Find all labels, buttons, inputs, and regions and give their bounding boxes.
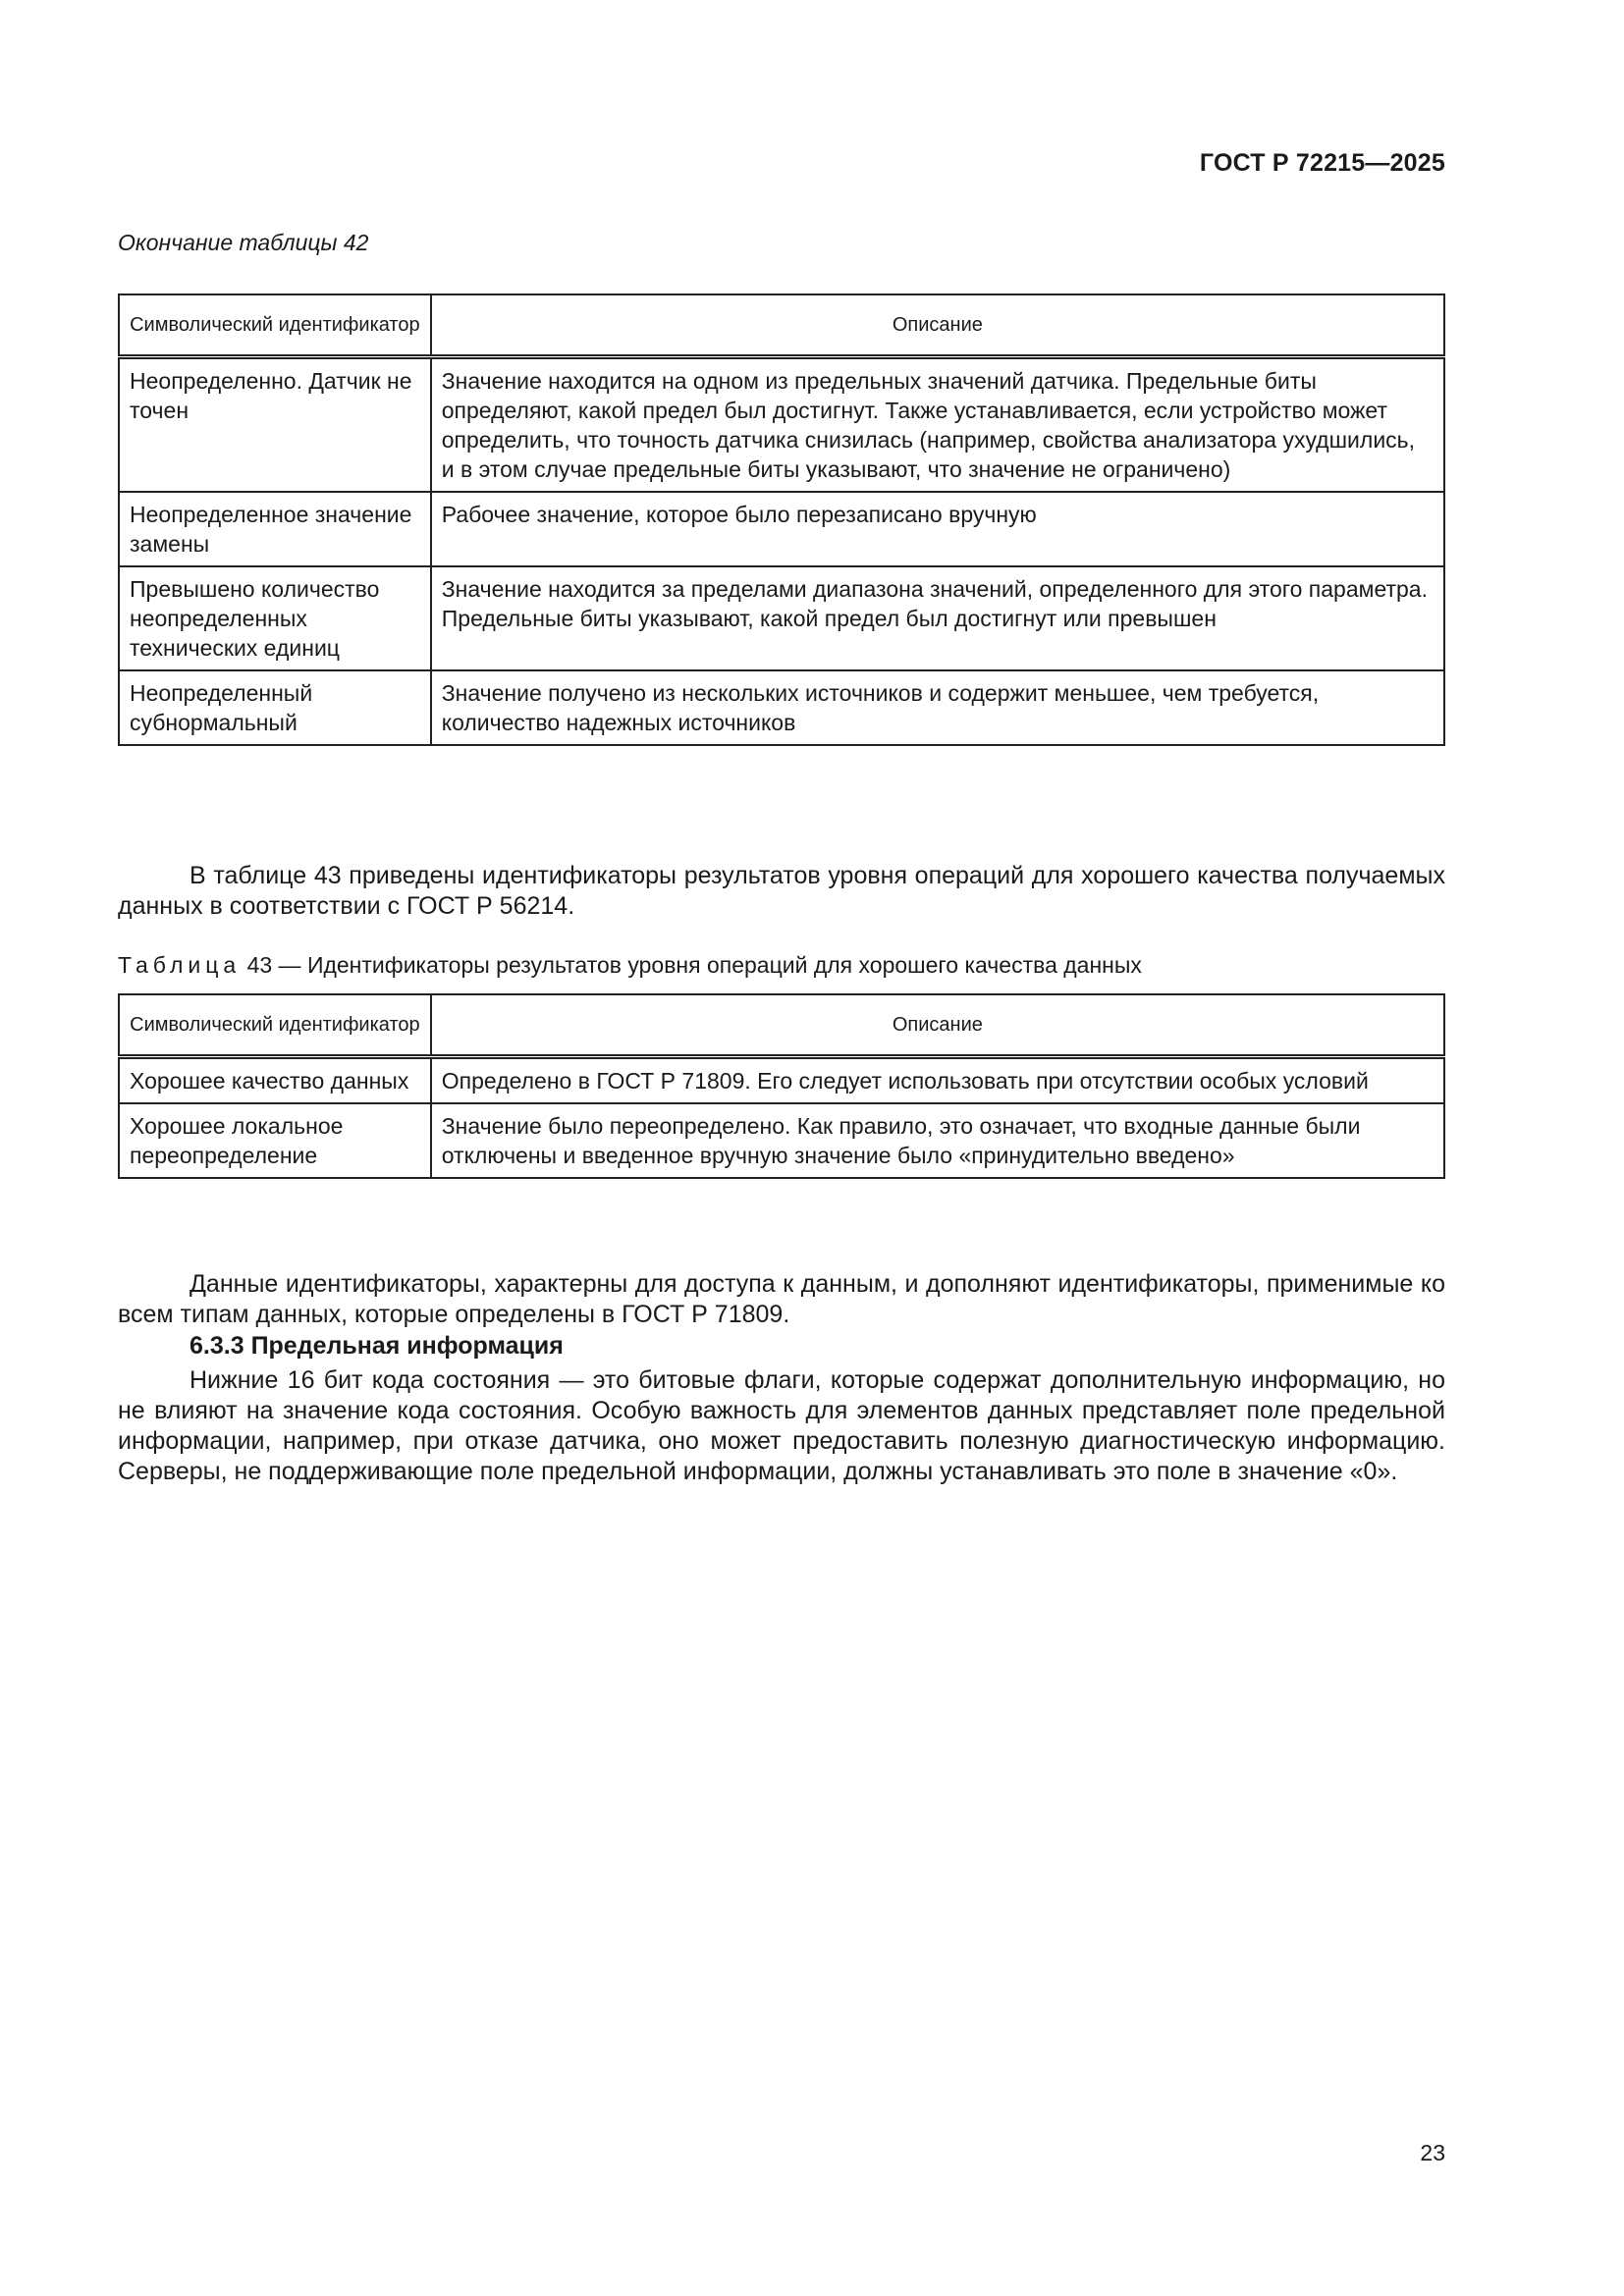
paragraph-table-43-intro: В таблице 43 приведены идентификаторы результатов уровня операций для хорошего качества получаемых данных в соответствии с ГОСТ Р 56214. <box>118 862 1445 920</box>
paragraph-limit-info: Нижние 16 бит кода состояния — это битовые флаги, которые содержат дополнительную информацию, но не влияют на значение кода состояния. Особую важность для элементов данных представляет поле предельной информации, например, при отказе датчика, оно может предоставить полезную диагностическую информацию. Серверы, не поддерживающие поле предельной информации, должны устанавливать это поле в значение «0». <box>118 1366 1445 1485</box>
description-cell: Определено в ГОСТ Р 71809. Его следует использовать при отсутствии особых условий <box>431 1057 1444 1104</box>
table-header-row <box>119 294 1444 357</box>
identifier-cell: Хорошее локальное переопределение <box>119 1103 431 1178</box>
header-identifier: Символический идентификатор <box>119 994 431 1057</box>
identifier-cell: Неопределенное значение замены <box>119 492 431 566</box>
table-row <box>119 670 1444 745</box>
description-cell: Рабочее значение, которое было перезаписано вручную <box>431 492 1444 566</box>
identifier-cell: Неопределенный субнормальный <box>119 670 431 745</box>
table-row <box>119 566 1444 670</box>
identifier-cell: Хорошее качество данных <box>119 1057 431 1104</box>
table-row <box>119 357 1444 493</box>
document-standard-id: ГОСТ Р 72215—2025 <box>1199 149 1445 177</box>
section-heading <box>189 1332 564 1361</box>
caption-text: 43 — Идентификаторы результатов уровня операций для хорошего качества данных <box>241 952 1142 978</box>
page-number: 23 <box>1420 2140 1445 2165</box>
header-description: Описание <box>431 994 1444 1057</box>
section-title: Предельная информация <box>250 1332 564 1360</box>
table-row <box>119 1057 1444 1104</box>
description-cell: Значение находится за пределами диапазона значений, определенного для этого параметра. Предельные биты указывают, какой предел был достигнут или превышен <box>431 566 1444 670</box>
table-42 <box>118 294 1445 746</box>
paragraph-identifiers-note: Данные идентификаторы, характерны для доступа к данным, и дополняют идентификаторы, применимые ко всем типам данных, которые определены в ГОСТ Р 71809. <box>118 1270 1445 1328</box>
table-row <box>119 1103 1444 1178</box>
section-number: 6.3.3 <box>189 1332 244 1360</box>
caption-label: Таблица <box>118 952 242 978</box>
identifier-cell: Неопределенно. Датчик не точен <box>119 357 431 493</box>
table-continuation-label: Окончание таблицы 42 <box>118 230 369 255</box>
identifier-cell: Превышено количество неопределенных технических единиц <box>119 566 431 670</box>
table-43-caption <box>118 952 1142 979</box>
table-43 <box>118 993 1445 1179</box>
header-identifier: Символический идентификатор <box>119 294 431 357</box>
description-cell: Значение получено из нескольких источников и содержит меньшее, чем требуется, количество надежных источников <box>431 670 1444 745</box>
header-description: Описание <box>431 294 1444 357</box>
description-cell: Значение было переопределено. Как правило, это означает, что входные данные были отключены и введенное вручную значение было «принудительно введено» <box>431 1103 1444 1178</box>
description-cell: Значение находится на одном из предельных значений датчика. Предельные биты определяют, какой предел был достигнут. Также устанавливается, если устройство может определить, что точность датчика снизилась (например, свойства анализатора ухудшились, и в этом случае предельные биты указывают, что значение не ограничено) <box>431 357 1444 493</box>
table-row <box>119 492 1444 566</box>
table-header-row <box>119 994 1444 1057</box>
